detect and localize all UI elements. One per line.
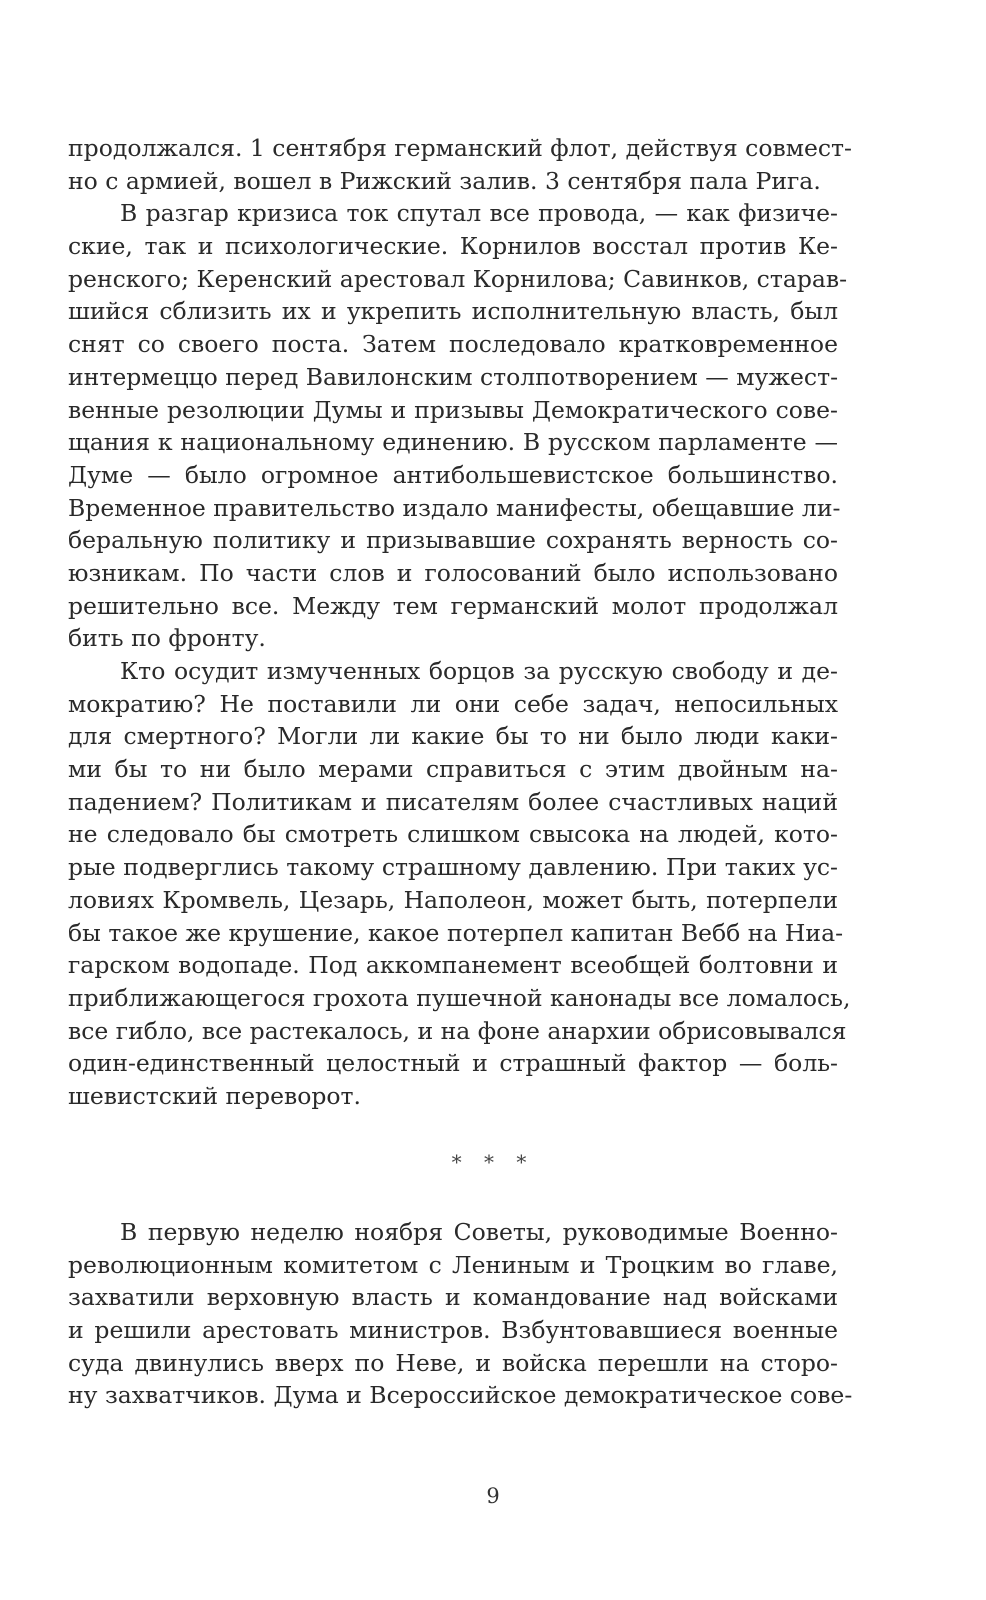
text-line: все гибло, все растекалось, и на фоне анархии обрисовывался	[68, 1016, 847, 1045]
text-line: шевистский переворот.	[68, 1081, 362, 1110]
text-line: для смертного? Могли ли какие бы то ни было люди каки-	[68, 722, 838, 751]
text-line: Думе — было огромное антибольшевистское большинство.	[68, 460, 838, 489]
text-line: ские, так и психологические. Корнилов восстал против Ке-	[68, 232, 838, 261]
text-line: решительно все. Между тем германский молот продолжал	[68, 591, 838, 620]
page-number: 9	[486, 1484, 500, 1508]
text-line: ну захватчиков. Дума и Всероссийское демократическое сове-	[68, 1381, 853, 1410]
text-line: Временное правительство издало манифесты, обещавшие ли-	[68, 493, 841, 522]
text-line: щания к национальному единению. В русском парламенте —	[68, 428, 838, 457]
text-line: венные резолюции Думы и призывы Демократического сове-	[68, 395, 838, 424]
text-line: ми бы то ни было мерами справиться с этим двойным на-	[68, 755, 838, 784]
text-block-bottom	[68, 1216, 853, 1412]
text-line: шийся сблизить их и укрепить исполнительную власть, был	[68, 297, 838, 326]
text-line: суда двинулись вверх по Неве, и войска перешли на сторо-	[68, 1348, 838, 1377]
text-line: В первую неделю ноября Советы, руководимые Военно-	[120, 1218, 838, 1246]
text-line: ренского; Керенский арестовал Корнилова; Савинков, старав-	[68, 264, 848, 293]
text-line: бы такое же крушение, какое потерпел капитан Вебб на Ниа-	[68, 918, 844, 947]
text-line: В разгар кризиса ток спутал все провода, — как физиче-	[120, 199, 838, 228]
text-line: и решили арестовать министров. Взбунтовавшиеся военные	[68, 1316, 838, 1345]
text-block-top	[68, 132, 853, 1113]
text-line: юзникам. По части слов и голосований было использовано	[68, 558, 838, 587]
text-line: захватили верховную власть и командование над войсками	[68, 1283, 838, 1312]
text-line: но с армией, вошел в Рижский залив. 3 сентября пала Рига.	[68, 166, 821, 195]
text-line: падением? Политикам и писателям более счастливых наций	[68, 787, 838, 816]
text-line: не следовало бы смотреть слишком свысока на людей, кото-	[68, 820, 838, 849]
text-line: интермеццо перед Вавилонским столпотворением — мужест-	[68, 362, 839, 391]
text-line: революционным комитетом с Лениным и Троцким во главе,	[68, 1250, 838, 1279]
text-line: один-единственный целостный и страшный фактор — боль-	[68, 1049, 838, 1078]
text-line: беральную политику и призывавшие сохранять верность со-	[68, 526, 838, 555]
text-line: продолжался. 1 сентября германский флот, действуя совмест-	[68, 134, 853, 162]
text-line: Кто осудит измученных борцов за русскую свободу и де-	[120, 657, 838, 685]
text-line: бить по фронту.	[68, 624, 266, 653]
text-line: гарском водопаде. Под аккомпанемент всеобщей болтовни и	[68, 951, 838, 980]
text-line: приближающегося грохота пушечной канонады все ломалось,	[68, 983, 851, 1012]
section-separator: * * *	[451, 1150, 535, 1174]
text-line: ловиях Кромвель, Цезарь, Наполеон, может быть, потерпели	[68, 885, 838, 914]
text-line: снят со своего поста. Затем последовало кратковременное	[68, 330, 838, 359]
text-line: рые подверглись такому страшному давлению. При таких ус-	[68, 853, 838, 882]
text-line: мократию? Не поставили ли они себе задач, непосильных	[68, 689, 838, 718]
